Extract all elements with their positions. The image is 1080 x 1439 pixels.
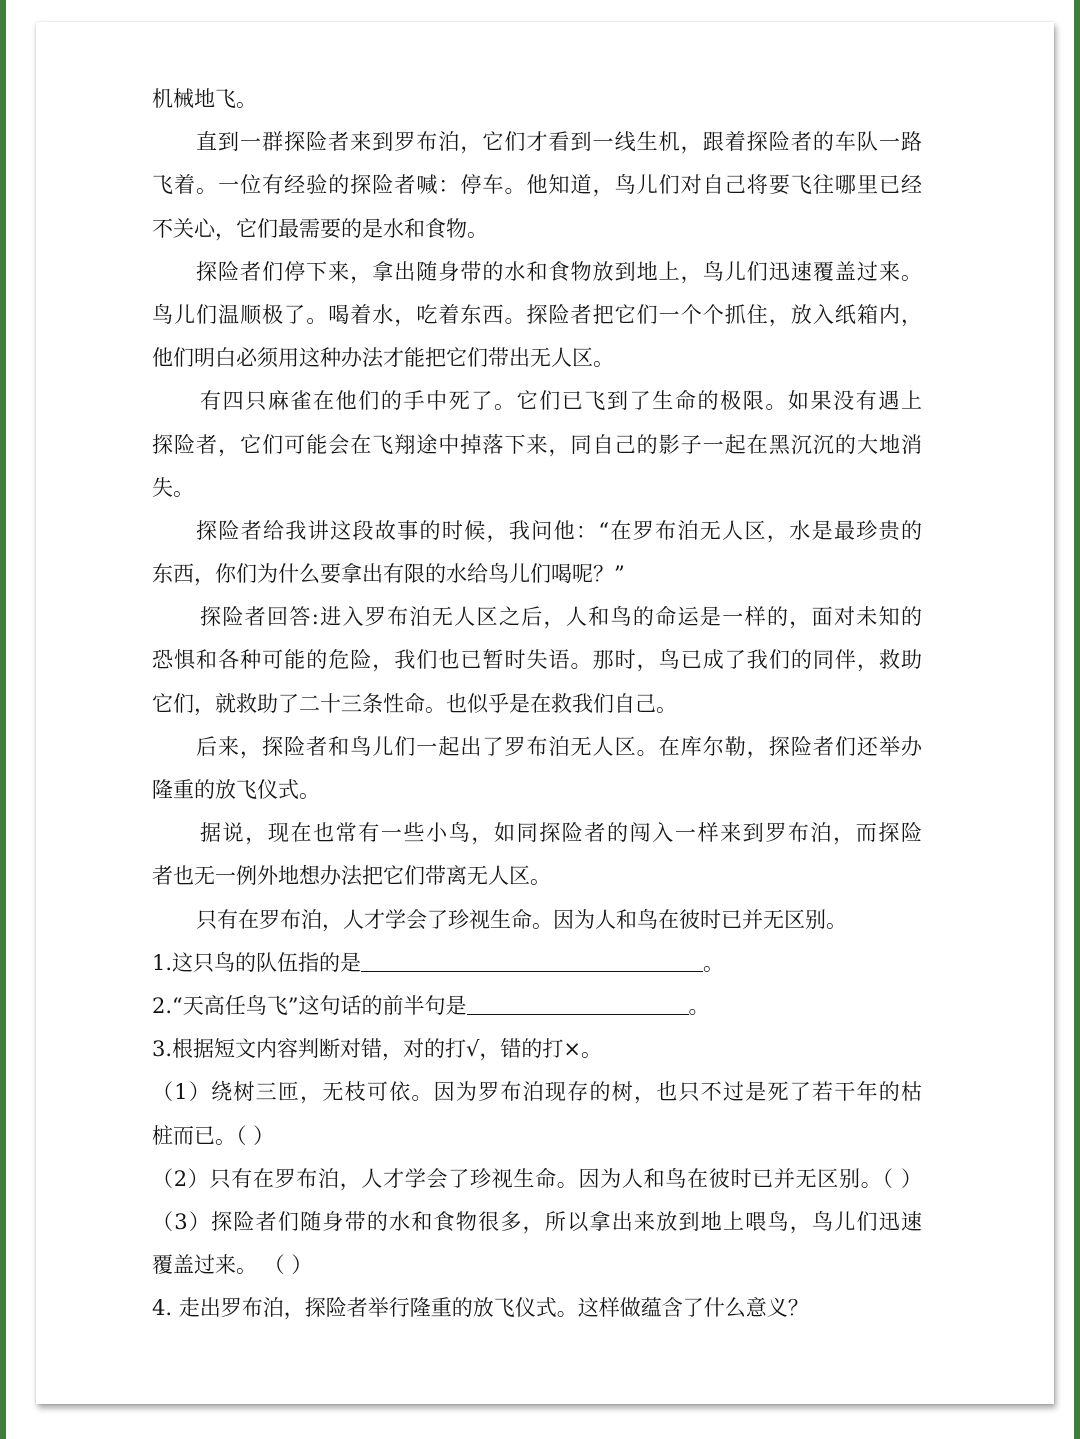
passage-line: 只有在罗布泊，人才学会了珍视生命。因为人和鸟在彼时已并无区别。 bbox=[196, 907, 847, 932]
passage-line: 不关心，它们最需要的是水和食物。 bbox=[152, 216, 488, 241]
passage-line: 探险者给我讲这段故事的时候，我问他：“在罗布泊无人区，水是最珍贵的 bbox=[196, 518, 922, 543]
passage-line: 失。 bbox=[152, 475, 194, 500]
question-3-2: （2）只有在罗布泊，人才学会了珍视生命。因为人和鸟在彼时已并无区别。（ ） bbox=[152, 1166, 922, 1191]
passage-line: 据说，现在也常有一些小鸟，如同探险者的闯入一样来到罗布泊，而探险 bbox=[200, 821, 922, 846]
question-2-text: 2.“天高任鸟飞”这句话的前半句是 bbox=[152, 993, 467, 1018]
passage-line: 探险者，它们可能会在飞翔途中掉落下来，同自己的影子一起在黑沉沉的大地消 bbox=[152, 432, 922, 457]
passage-line: 探险者回答:进入罗布泊无人区之后，人和鸟的命运是一样的，面对未知的 bbox=[200, 605, 922, 630]
passage-line: 直到一群探险者来到罗布泊，它们才看到一线生机，跟着探险者的车队一路 bbox=[196, 130, 922, 155]
passage-line: 有四只麻雀在他们的手中死了。它们已飞到了生命的极限。如果没有遇上 bbox=[200, 389, 922, 414]
question-4: 4. 走出罗布泊，探险者举行隆重的放飞仪式。这样做蕴含了什么意义？ bbox=[152, 1296, 809, 1321]
question-1-text: 1.这只鸟的队伍指的是 bbox=[152, 950, 362, 975]
passage-line: 探险者们停下来，拿出随身带的水和食物放到地上，鸟儿们迅速覆盖过来。 bbox=[196, 259, 922, 284]
passage-line: 后来，探险者和鸟儿们一起出了罗布泊无人区。在库尔勒，探险者们还举办 bbox=[196, 734, 922, 759]
question-3-3: （3）探险者们随身带的水和食物很多，所以拿出来放到地上喂鸟，鸟儿们迅速 bbox=[152, 1209, 922, 1234]
question-2-end: 。 bbox=[688, 993, 710, 1018]
passage-line: 飞着。一位有经验的探险者喊：停车。他知道，鸟儿们对自己将要飞往哪里已经 bbox=[152, 173, 922, 198]
question-1-end: 。 bbox=[703, 950, 725, 975]
passage-line: 东西，你们为什么要拿出有限的水给鸟儿们喝呢？” bbox=[152, 562, 625, 587]
passage-line: 隆重的放飞仪式。 bbox=[152, 778, 320, 802]
question-1 bbox=[152, 942, 922, 985]
passage-line: 恐惧和各种可能的危险，我们也已暂时失语。那时，鸟已成了我们的同伴，救助 bbox=[152, 648, 922, 673]
passage-line: 者也无一例外地想办法把它们带离无人区。 bbox=[152, 864, 551, 889]
question-3-1-cont: 桩而已。（ ） bbox=[152, 1123, 275, 1148]
question-3-1: （1）绕树三匝，无枝可依。因为罗布泊现存的树，也只不过是死了若干年的枯 bbox=[152, 1080, 922, 1105]
worksheet-page bbox=[36, 22, 1054, 1404]
passage-line: 它们，就救助了二十三条性命。也似乎是在救我们自己。 bbox=[152, 691, 677, 716]
question-3: 3.根据短文内容判断对错，对的打√，错的打×。 bbox=[152, 1037, 603, 1062]
question-2 bbox=[152, 985, 922, 1028]
answer-blank-1[interactable] bbox=[361, 947, 703, 972]
passage-line: 他们明白必须用这种办法才能把它们带出无人区。 bbox=[152, 346, 614, 371]
question-3-3-cont: 覆盖过来。 （ ） bbox=[152, 1253, 313, 1278]
answer-blank-2[interactable] bbox=[467, 990, 689, 1015]
passage-line: 机械地飞。 bbox=[152, 87, 257, 111]
passage-line: 鸟儿们温顺极了。喝着水，吃着东西。探险者把它们一个个抓住，放入纸箱内， bbox=[152, 302, 922, 327]
worksheet-content bbox=[152, 78, 922, 1330]
